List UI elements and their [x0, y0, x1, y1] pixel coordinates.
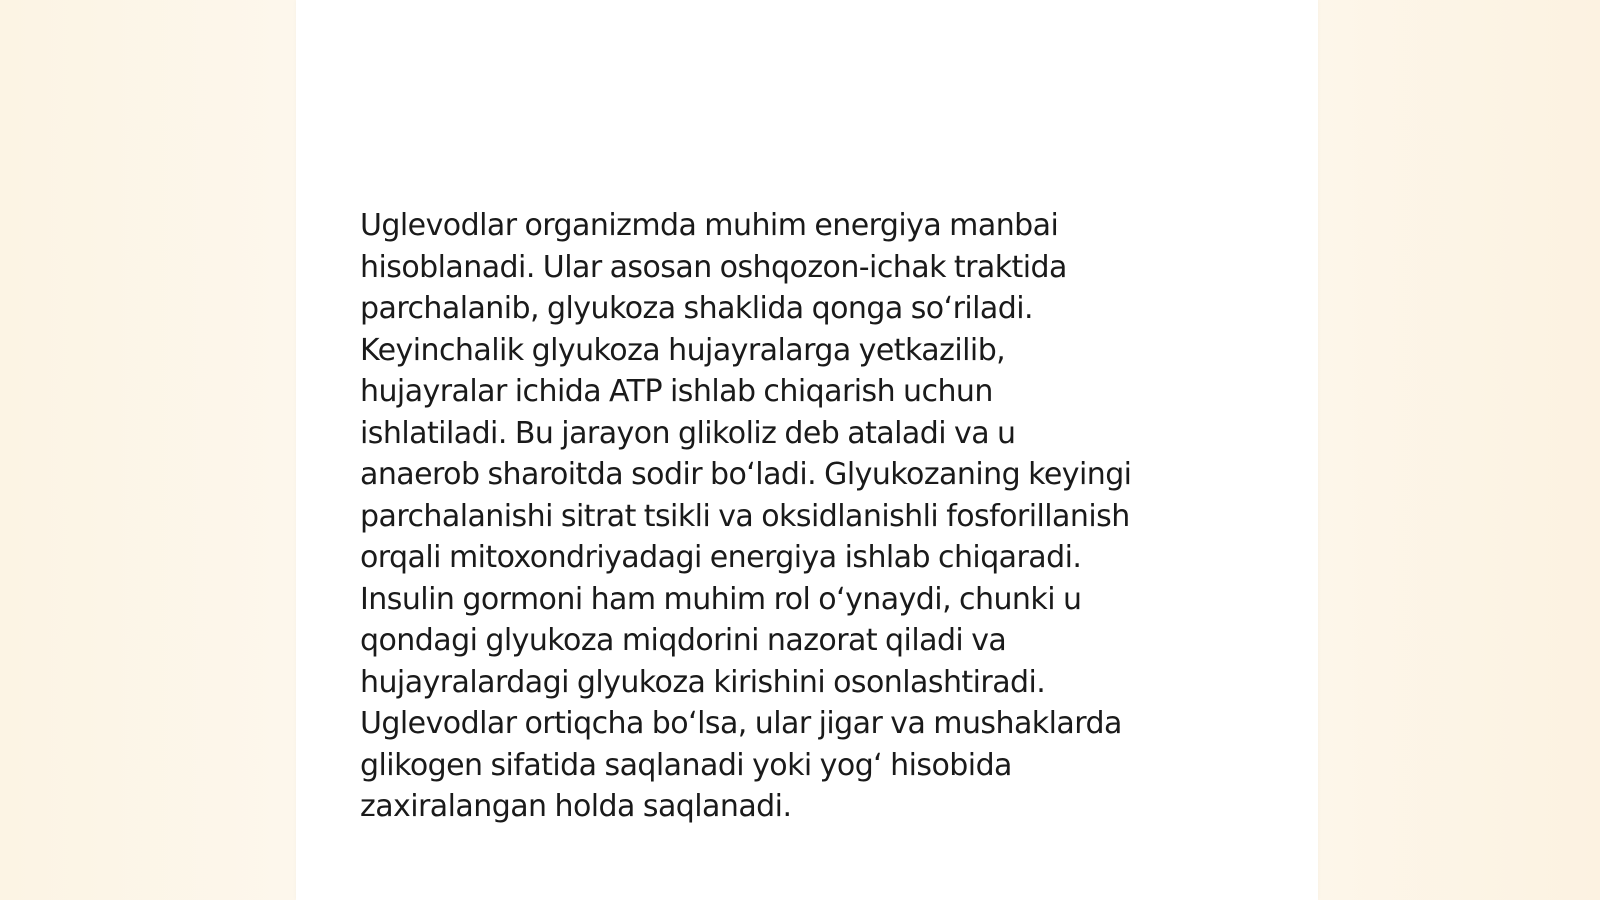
paragraph-line: ishlatiladi. Bu jarayon glikoliz deb ataladi va u — [360, 415, 1016, 451]
paragraph-line: hisoblanadi. Ular asosan oshqozon-ichak traktida — [360, 249, 1067, 285]
paragraph-line: hujayralar ichida ATP ishlab chiqarish uchun — [360, 374, 993, 409]
paragraph-line: Insulin gormoni ham muhim rol o‘ynaydi, chunki u — [360, 581, 1082, 617]
paragraph-line: parchalanib, glyukoza shaklida qonga so‘riladi. — [360, 291, 1034, 326]
paragraph-line: hujayralardagi glyukoza kirishini osonlashtiradi. — [360, 664, 1046, 700]
paragraph-line: Uglevodlar organizmda muhim energiya manbai — [360, 208, 1059, 243]
body-paragraph — [360, 205, 1260, 828]
paragraph-line: zaxiralangan holda saqlanadi. — [360, 789, 792, 824]
paragraph-line: qondagi glyukoza miqdorini nazorat qiladi va — [360, 623, 1007, 658]
paragraph-line: orqali mitoxondriyadagi energiya ishlab chiqaradi. — [360, 540, 1082, 575]
paragraph-line: Keyinchalik glyukoza hujayralarga yetkazilib, — [360, 332, 1006, 368]
document-page — [296, 0, 1318, 900]
paragraph-line: anaerob sharoitda sodir bo‘ladi. Glyukozaning keyingi — [360, 457, 1132, 492]
paragraph-line: glikogen sifatida saqlanadi yoki yog‘ hisobida — [360, 747, 1012, 783]
paragraph-line: Uglevodlar ortiqcha bo‘lsa, ular jigar va mushaklarda — [360, 706, 1122, 741]
paragraph-line: parchalanishi sitrat tsikli va oksidlanishli fosforillanish — [360, 498, 1130, 534]
